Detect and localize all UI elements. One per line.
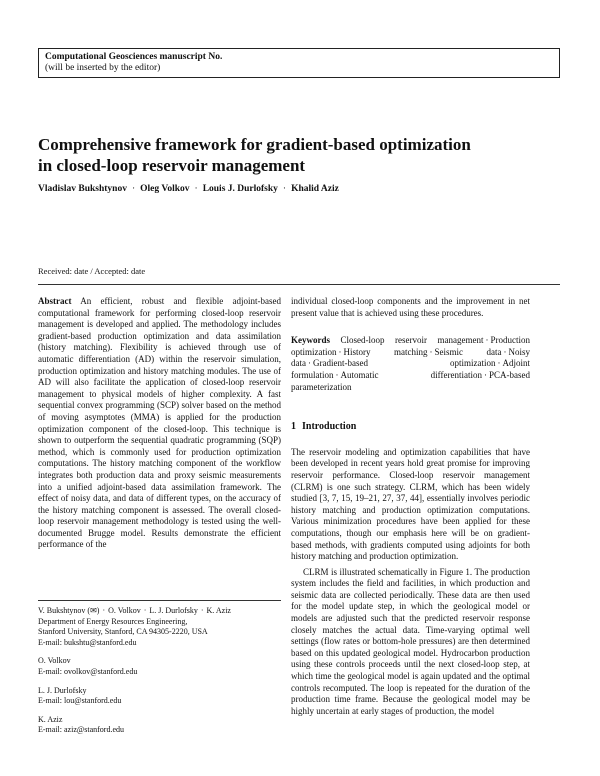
paper-title (38, 134, 560, 176)
author-name: Oleg Volkov (140, 184, 190, 194)
affiliation-email: E-mail: aziz@stanford.edu (38, 725, 124, 735)
affiliation-authors: V. Bukshtynov (✉) · O. Volkov · L. J. Durlofsky · K. Aziz (38, 606, 231, 615)
author-separator: · (194, 184, 198, 194)
affiliation-block (38, 715, 281, 736)
title-line-2: in closed-loop reservoir management (38, 156, 306, 175)
author-name: Vladislav Bukshtynov (38, 184, 127, 194)
keywords: Keywords Closed-loop reservoir management · Production optimization · History matching · Seismic data · Noisy data · Gradient-based optimization · Adjoint formulation · Automatic differentiation · PCA-based parameterization (291, 335, 530, 392)
affiliation-block (38, 656, 281, 677)
section-heading-introduction (291, 421, 530, 433)
section-number: 1 (291, 421, 296, 433)
journal-line: Computational Geosciences manuscript No. (45, 52, 223, 62)
affiliation-name: L. J. Durlofsky (38, 685, 87, 695)
author-name: Louis J. Durlofsky (202, 184, 278, 194)
affiliation-email: E-mail: lou@stanford.edu (38, 696, 122, 706)
abstract (38, 296, 281, 551)
author-list (38, 184, 339, 194)
author-name: Khalid Aziz (291, 184, 339, 194)
right-column (291, 296, 530, 717)
affiliation-block (38, 686, 281, 707)
author-separator: · (282, 184, 287, 194)
keywords-heading: Keywords (291, 335, 330, 346)
title-line-1: Comprehensive framework for gradient-based optimization (38, 135, 471, 154)
affiliations (38, 606, 281, 744)
editor-note: (will be inserted by the editor) (45, 63, 161, 73)
affiliation-email: E-mail: ovolkov@stanford.edu (38, 666, 138, 676)
affiliation-name: O. Volkov (38, 656, 71, 666)
header-divider (38, 284, 560, 285)
abstract-heading: Abstract (38, 296, 72, 306)
left-column (38, 296, 281, 551)
affiliation-name: K. Aziz (38, 714, 63, 724)
intro-paragraph-2: CLRM is illustrated schematically in Figure 1. The production system includes the field and facilities, in which production and seismic data are collected periodically. These data are then used for the model update step, in which the geological model or models are adjusted such that the predicted reservoir response closely matches the actual data. Time-varying optimal well settings (flow rates or bottom-hole pressures) are then determined based on this updated geological model. Hydrocarbon production using these controls proceeds until the next closed-loop step, at which time the geological model is again updated and the optimal controls recomputed. The loop is repeated for the duration of the production time frame. Because the geological model may be highly uncertain at early stages of production, the model (291, 566, 530, 716)
affiliation-dept: Department of Energy Resources Engineering, (38, 616, 188, 626)
intro-paragraph-1: The reservoir modeling and optimization capabilities that have been developed in recent years hold great promise for improving reservoir performance. Closed-loop reservoir management (CLRM) is one such strategy. CLRM, which has been widely studied [3, 7, 15, 19–21, 27, 37, 44], essentially involves periodic history matching and production optimization computations. Various minimization procedures have been applied for these computations, though our emphasis here will be on gradient-based methods, with gradients computed using adjoints for both history matching and production optimization. (291, 446, 530, 562)
abstract-text: An efficient, robust and flexible adjoint-based computational framework for performing closed-loop reservoir management is developed and applied. The methodology includes gradient-based production optimization and data assimilation (history matching). Flexibility is achieved through use of automatic differentiation (AD) within the reservoir simulation, production optimization and history matching modules. The use of AD will also facilitate the application of closed-loop reservoir management to physical models of higher complexity. A fast sequential convex programming (SCP) solver based on the method of moving asymptotes (MMA) is applied for the production optimization component of the closed-loop. This technique is shown to outperform the sequential quadratic programming (SQP) method, which is commonly used for production optimization computations. The history matching component of the workflow integrates both production data and proxy seismic measurements into a unified adjoint-based data assimilation framework. The effect of noisy data, and data of different types, on the accuracy of the history matching component is assessed. The overall closed-loop reservoir management methodology is tested using the well-documented Brugge model. Results demonstrate the efficient performance of the (38, 296, 281, 550)
author-separator: · (131, 184, 136, 194)
abstract-continuation: individual closed-loop components and the improvement in net present value that is achieved using these procedures. (291, 296, 530, 318)
section-title: Introduction (302, 421, 357, 433)
manuscript-info-box (38, 48, 560, 78)
affiliation-email: E-mail: bukshtu@stanford.edu (38, 637, 137, 647)
affiliation-divider (38, 600, 281, 601)
affiliation-block (38, 606, 281, 648)
affiliation-address: Stanford University, Stanford, CA 94305-2220, USA (38, 627, 208, 637)
received-date: Received: date / Accepted: date (38, 266, 146, 276)
